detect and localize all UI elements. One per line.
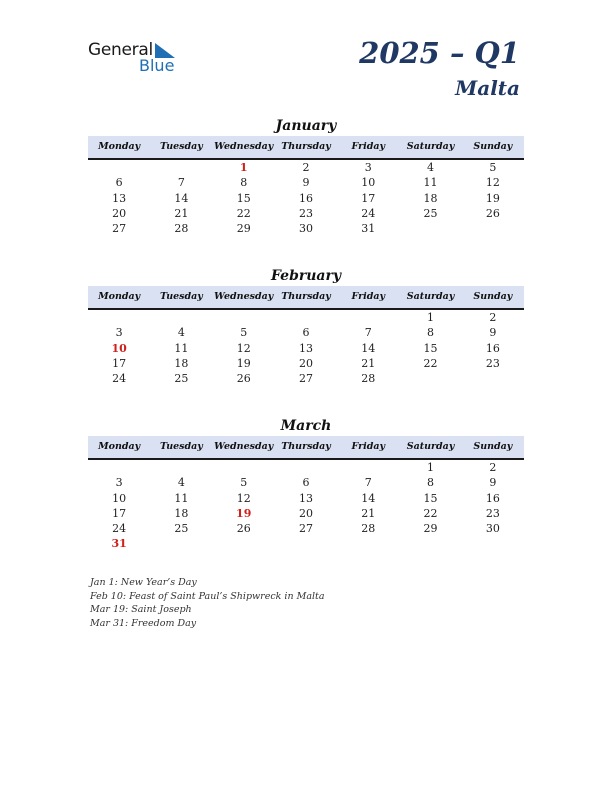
day-cell: 29 bbox=[423, 522, 438, 536]
day-cell bbox=[213, 460, 275, 475]
day-cell: 26 bbox=[236, 372, 251, 386]
day-cell: 4 bbox=[177, 476, 185, 490]
day-cell: 10 bbox=[361, 176, 376, 190]
day-cell: 19 bbox=[236, 356, 251, 370]
day-cell: 14 bbox=[174, 191, 189, 205]
day-cell: 7 bbox=[364, 326, 372, 340]
holiday-day-cell: 31 bbox=[111, 537, 127, 551]
day-cell bbox=[150, 160, 212, 175]
day-cell bbox=[150, 460, 212, 475]
day-cell: 21 bbox=[361, 356, 376, 370]
week-row bbox=[88, 506, 524, 521]
day-cell: 26 bbox=[236, 522, 251, 536]
holiday-note: Jan 1: New Year’s Day bbox=[90, 577, 197, 588]
day-cell: 15 bbox=[423, 341, 438, 355]
day-cell: 5 bbox=[489, 161, 497, 174]
day-cell: 22 bbox=[236, 206, 251, 220]
day-cell: 6 bbox=[302, 326, 310, 340]
holiday-day-cell: 10 bbox=[111, 341, 127, 355]
weekday-label: Thursday bbox=[281, 141, 331, 152]
day-cell: 18 bbox=[174, 356, 189, 370]
day-cell bbox=[399, 371, 461, 386]
country-title: Malta bbox=[455, 76, 520, 100]
day-cell: 22 bbox=[423, 356, 438, 370]
weekday-label: Saturday bbox=[406, 441, 455, 452]
week-row bbox=[88, 341, 524, 356]
day-cell: 16 bbox=[298, 191, 313, 205]
day-cell: 9 bbox=[489, 476, 497, 490]
weekday-label: Thursday bbox=[281, 441, 331, 452]
day-cell: 7 bbox=[177, 176, 185, 190]
week-row bbox=[88, 206, 524, 221]
day-cell: 17 bbox=[361, 191, 376, 205]
day-cell: 17 bbox=[112, 506, 127, 520]
day-cell: 28 bbox=[361, 522, 376, 536]
week-row bbox=[88, 491, 524, 506]
day-cell: 12 bbox=[485, 176, 500, 190]
day-cell: 25 bbox=[174, 522, 189, 536]
day-cell bbox=[399, 221, 461, 236]
day-cell: 19 bbox=[485, 191, 500, 205]
month-name: January bbox=[275, 118, 337, 134]
day-cell: 8 bbox=[240, 176, 248, 190]
day-cell: 18 bbox=[423, 191, 438, 205]
weekday-label: Monday bbox=[98, 441, 141, 452]
weekday-label: Wednesday bbox=[214, 441, 274, 452]
day-cell bbox=[275, 310, 337, 325]
day-cell: 15 bbox=[423, 491, 438, 505]
day-cell: 14 bbox=[361, 341, 376, 355]
day-cell: 12 bbox=[236, 491, 251, 505]
day-cell: 25 bbox=[423, 206, 438, 220]
weekday-label: Sunday bbox=[473, 441, 513, 452]
weekday-label: Saturday bbox=[406, 141, 455, 152]
weekday-label: Wednesday bbox=[214, 141, 274, 152]
day-cell bbox=[337, 536, 399, 551]
day-cell bbox=[462, 536, 524, 551]
weekday-label: Tuesday bbox=[160, 141, 203, 152]
weekday-label: Tuesday bbox=[160, 291, 203, 302]
weekday-label: Friday bbox=[351, 291, 386, 302]
weekday-label: Thursday bbox=[281, 291, 331, 302]
day-cell: 13 bbox=[298, 341, 313, 355]
day-cell bbox=[150, 310, 212, 325]
day-cell: 3 bbox=[115, 476, 123, 490]
holiday-note: Feb 10: Feast of Saint Paul’s Shipwreck in Malta bbox=[90, 590, 325, 602]
holiday-day-cell: 19 bbox=[236, 506, 252, 520]
week-row bbox=[88, 160, 524, 175]
day-cell: 13 bbox=[298, 491, 313, 505]
weekday-label: Sunday bbox=[473, 291, 513, 302]
day-cell: 17 bbox=[112, 356, 127, 370]
month-calendar-january bbox=[88, 116, 524, 236]
holiday-note: Mar 31: Freedom Day bbox=[90, 617, 197, 629]
logo bbox=[88, 40, 188, 80]
day-cell: 24 bbox=[361, 206, 376, 220]
week-row bbox=[88, 325, 524, 340]
weekday-label: Wednesday bbox=[214, 291, 274, 302]
day-cell: 26 bbox=[485, 206, 500, 220]
weekday-label: Friday bbox=[351, 441, 386, 452]
day-cell bbox=[275, 536, 337, 551]
week-row bbox=[88, 536, 524, 551]
day-cell: 11 bbox=[423, 176, 438, 190]
day-cell: 4 bbox=[427, 161, 435, 174]
day-cell: 28 bbox=[174, 222, 189, 236]
holiday-day-cell: 1 bbox=[239, 161, 248, 174]
day-cell: 29 bbox=[236, 222, 251, 236]
week-row bbox=[88, 175, 524, 190]
day-cell bbox=[88, 310, 150, 325]
day-cell: 15 bbox=[236, 191, 251, 205]
day-cell: 2 bbox=[302, 161, 310, 174]
day-cell: 8 bbox=[427, 326, 435, 340]
day-cell: 7 bbox=[364, 476, 372, 490]
day-cell: 20 bbox=[112, 206, 127, 220]
day-cell: 11 bbox=[174, 491, 189, 505]
day-cell: 23 bbox=[298, 206, 313, 220]
day-cell: 5 bbox=[240, 326, 248, 340]
day-cell bbox=[88, 160, 150, 175]
day-cell: 18 bbox=[174, 506, 189, 520]
week-row bbox=[88, 221, 524, 236]
day-cell: 13 bbox=[112, 191, 127, 205]
day-cell: 27 bbox=[298, 372, 313, 386]
day-cell: 31 bbox=[361, 222, 376, 236]
day-cell: 21 bbox=[174, 206, 189, 220]
week-row bbox=[88, 521, 524, 536]
day-cell: 1 bbox=[427, 461, 435, 474]
week-row bbox=[88, 371, 524, 386]
day-cell: 20 bbox=[298, 506, 313, 520]
day-cell: 9 bbox=[489, 326, 497, 340]
day-cell: 8 bbox=[427, 476, 435, 490]
weekday-label: Saturday bbox=[406, 291, 455, 302]
logo-general-text: General bbox=[88, 40, 153, 60]
day-cell: 30 bbox=[298, 222, 313, 236]
day-cell: 3 bbox=[364, 161, 372, 174]
day-cell: 27 bbox=[112, 222, 127, 236]
month-calendar-march bbox=[88, 416, 524, 552]
month-name: February bbox=[270, 268, 341, 284]
week-row bbox=[88, 475, 524, 490]
holiday-note: Mar 19: Saint Joseph bbox=[90, 604, 192, 615]
week-row bbox=[88, 310, 524, 325]
month-name: March bbox=[280, 418, 332, 434]
day-cell: 1 bbox=[427, 311, 435, 324]
day-cell: 30 bbox=[485, 522, 500, 536]
day-cell: 6 bbox=[115, 176, 123, 190]
day-cell: 4 bbox=[177, 326, 185, 340]
day-cell bbox=[213, 310, 275, 325]
day-cell: 2 bbox=[489, 461, 497, 474]
day-cell: 16 bbox=[485, 341, 500, 355]
day-cell: 2 bbox=[489, 311, 497, 324]
day-cell bbox=[88, 460, 150, 475]
day-cell: 14 bbox=[361, 491, 376, 505]
day-cell: 10 bbox=[112, 491, 127, 505]
weekday-label: Monday bbox=[98, 291, 141, 302]
week-row bbox=[88, 356, 524, 371]
day-cell bbox=[399, 536, 461, 551]
week-row bbox=[88, 460, 524, 475]
day-cell bbox=[337, 460, 399, 475]
day-cell: 20 bbox=[298, 356, 313, 370]
day-cell: 21 bbox=[361, 506, 376, 520]
day-cell: 12 bbox=[236, 341, 251, 355]
weekday-label: Monday bbox=[98, 141, 141, 152]
day-cell: 25 bbox=[174, 372, 189, 386]
weekday-label: Friday bbox=[351, 141, 386, 152]
holiday-notes bbox=[90, 576, 325, 630]
day-cell bbox=[275, 460, 337, 475]
day-cell: 28 bbox=[361, 372, 376, 386]
weekday-header bbox=[88, 136, 524, 160]
day-cell: 23 bbox=[485, 506, 500, 520]
day-cell: 11 bbox=[174, 341, 189, 355]
page-title: 2025 – Q1 bbox=[359, 36, 520, 70]
day-cell: 24 bbox=[112, 372, 127, 386]
day-cell: 27 bbox=[298, 522, 313, 536]
day-cell: 24 bbox=[112, 522, 127, 536]
day-cell: 16 bbox=[485, 491, 500, 505]
day-cell: 3 bbox=[115, 326, 123, 340]
weekday-label: Tuesday bbox=[160, 441, 203, 452]
weekday-header bbox=[88, 436, 524, 460]
weekday-label: Sunday bbox=[473, 141, 513, 152]
day-cell: 5 bbox=[240, 476, 248, 490]
day-cell bbox=[337, 310, 399, 325]
week-row bbox=[88, 191, 524, 206]
day-cell bbox=[462, 221, 524, 236]
day-cell: 6 bbox=[302, 476, 310, 490]
logo-blue-text: Blue bbox=[139, 56, 175, 75]
day-cell: 22 bbox=[423, 506, 438, 520]
day-cell: 9 bbox=[302, 176, 310, 190]
month-calendar-february bbox=[88, 266, 524, 386]
day-cell bbox=[462, 371, 524, 386]
day-cell bbox=[150, 536, 212, 551]
weekday-header bbox=[88, 286, 524, 310]
day-cell: 23 bbox=[485, 356, 500, 370]
day-cell bbox=[213, 536, 275, 551]
